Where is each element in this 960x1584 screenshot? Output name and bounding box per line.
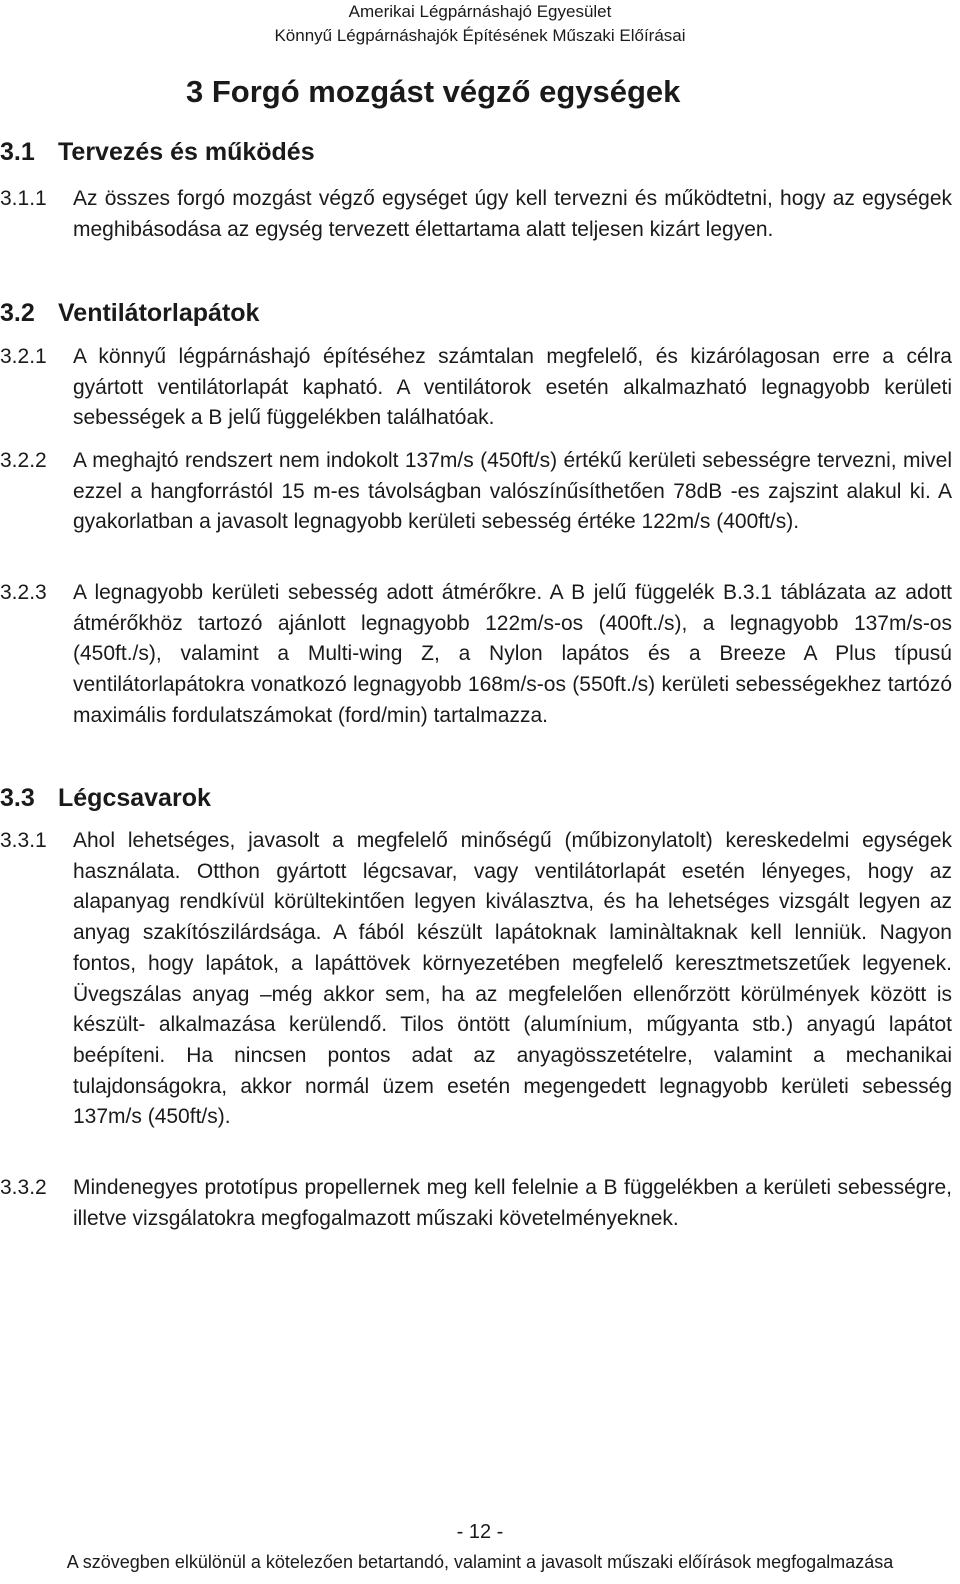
section-title-text: Tervezés és működés: [58, 138, 315, 166]
paragraph-text: A legnagyobb kerületi sebesség adott átmérőkre. A B jelű függelék B.3.1 táblázata az adott átmérőkhöz tartozó ajánlott legnagyobb 122m/s-os (400ft./s), a legnagyobb 137m/s-os (450ft./s), valamint a Multi-wing Z, a Nylon lapátos és a Breeze A Plus típusú ventilátorlapátokra vonatkozó legnagyobb 168m/s-os (550ft./s) kerületi sebességekhez tartózó maximális fordulatszámokat (ford/min) tartalmazza.: [73, 581, 952, 727]
paragraph-number: 3.3.1: [0, 829, 47, 852]
paragraph-text: Mindenegyes prototípus propellernek meg kell felelnie a B függelékben a kerületi sebességre, illetve vizsgálatokra megfogalmazott műszaki követelményeknek.: [73, 1176, 952, 1230]
paragraph-3-3-2: [0, 1173, 952, 1234]
section-heading-3-1: [0, 138, 315, 167]
paragraph-text: A könnyű légpárnáshajó építéséhez számtalan megfelelő, és kizárólagosan erre a célra gyártott ventilátorlapát kapható. A ventilátorok esetén alkalmazható legnagyobb kerületi sebességek a B jelű függelékben találhatóak.: [73, 345, 952, 430]
paragraph-number: 3.3.2: [0, 1176, 47, 1199]
section-title-text: Ventilátorlapátok: [58, 299, 260, 327]
paragraph-number: 3.1.1: [0, 187, 47, 210]
footer-note: A szövegben elkülönül a kötelezően betartandó, valamint a javasolt műszaki előírások megfogalmazása: [66, 1552, 894, 1572]
running-header: [230, 0, 730, 48]
paragraph-text: Az összes forgó mozgást végző egységet úgy kell tervezni és működtetni, hogy az egységek meghibásodása az egység tervezett élettartama alatt teljesen kizárt legyen.: [73, 187, 952, 241]
paragraph-3-2-2: [0, 446, 952, 538]
paragraph-text: A meghajtó rendszert nem indokolt 137m/s (450ft/s) értékű kerületi sebességre tervezni, mivel ezzel a hangforrástól 15 m-es távolságban valószínűsíthetően 78dB -es zajszint alakul ki. A gyakorlatban a javasolt legnagyobb kerületi sebesség értéke 122m/s (400ft/s).: [73, 449, 952, 534]
section-heading-3-3: [0, 784, 211, 813]
section-number: 3.2: [0, 299, 35, 327]
chapter-title: 3 Forgó mozgást végző egységek: [186, 74, 681, 109]
paragraph-3-2-3: [0, 578, 952, 732]
paragraph-3-3-1: [0, 826, 952, 1133]
section-title-text: Légcsavarok: [58, 784, 211, 812]
section-heading-3-2: [0, 299, 259, 328]
page-number: - 12 -: [456, 1521, 504, 1543]
section-number: 3.1: [0, 138, 35, 166]
header-organization: Amerikai Légpárnáshajó Egyesület: [348, 2, 612, 21]
paragraph-number: 3.2.1: [0, 345, 47, 368]
paragraph-text: Ahol lehetséges, javasolt a megfelelő minőségű (műbizonylatolt) kereskedelmi egységek használata. Otthon gyártott légcsavar, vagy ventilátorlapát esetén lényeges, hogy az alapanyag rendkívül körültekintően legyen kiválasztva, és ha lehetséges vizsgált legyen az anyag szakítószilárdsága. A fából készült lapátoknak laminàltaknak kell lenniük. Nagyon fontos, hogy lapátok, a lapáttövek környezetében megfelelő keresztmetszetűek legyenek. Üvegszálas anyag –még akkor sem, ha az megfelelően ellenőrzött körülmények között is készült- alkalmazása kerülendő. Tilos öntött (alumínium, műgyanta stb.) anyagú lapátot beépíteni. Ha nincsen pontos adat az anyagösszetételre, valamint a mechanikai tulajdonságokra, akkor normál üzem esetén megengedett legnagyobb kerületi sebesség 137m/s (450ft/s).: [73, 829, 952, 1129]
section-number: 3.3: [0, 784, 35, 812]
paragraph-number: 3.2.3: [0, 581, 47, 604]
paragraph-number: 3.2.2: [0, 449, 47, 472]
paragraph-3-2-1: [0, 342, 952, 434]
paragraph-3-1-1: [0, 184, 952, 245]
header-document-title: Könnyű Légpárnáshajók Építésének Műszaki Előírásai: [274, 26, 686, 45]
